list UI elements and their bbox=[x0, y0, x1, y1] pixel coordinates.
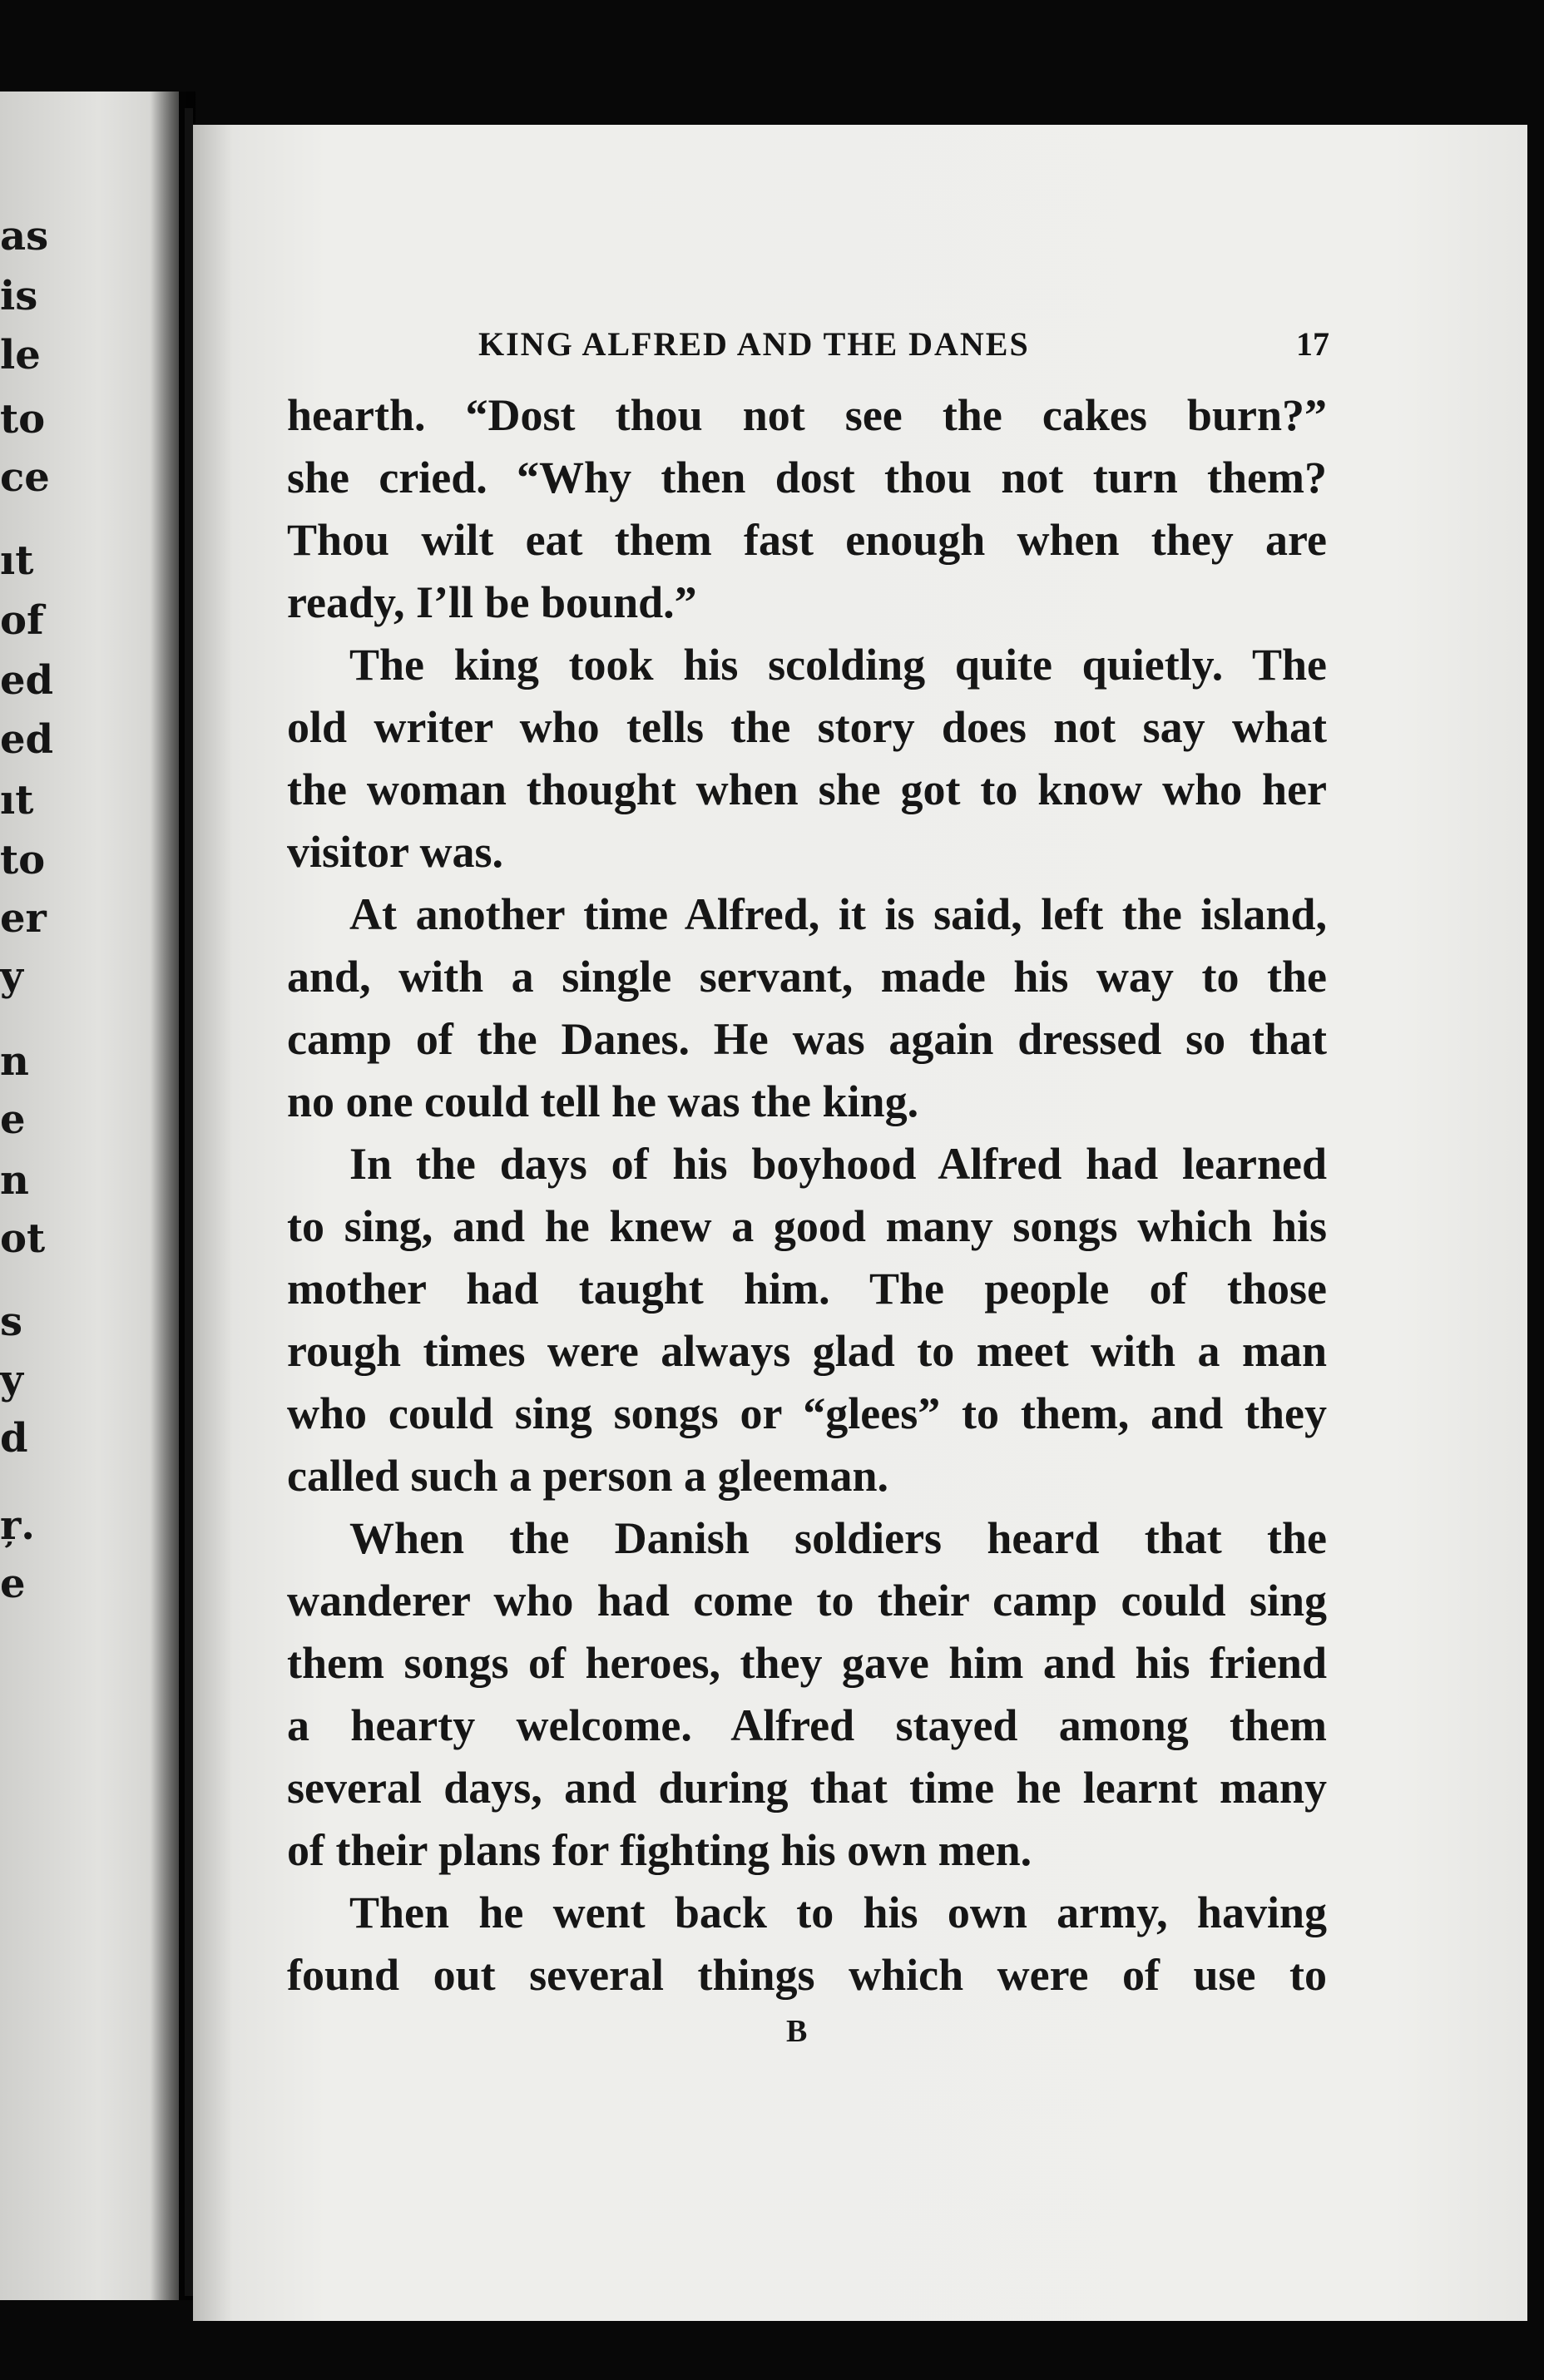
text-line: ready, I’ll be bound.” bbox=[287, 577, 697, 627]
text-line: camp of the Danes. He was again dressed so that bbox=[287, 1014, 1327, 1064]
left-page-fragment: n bbox=[0, 1038, 29, 1085]
text-line: rough times were always glad to meet with a man bbox=[287, 1326, 1327, 1376]
text-line: she cried. “Why then dost thou not turn them? bbox=[287, 453, 1327, 502]
text-line: Thou wilt eat them fast enough when they are bbox=[287, 515, 1327, 565]
printer-signature: B bbox=[786, 2014, 808, 2049]
left-page-fragment: as bbox=[0, 213, 49, 260]
text-line: Then he went back to his own army, having bbox=[349, 1888, 1327, 1937]
left-page-fragment: of bbox=[0, 597, 44, 644]
left-page-fragment: y bbox=[0, 1357, 23, 1403]
left-page-fragment: s bbox=[0, 1299, 23, 1345]
text-line: and, with a single servant, made his way to the bbox=[287, 952, 1327, 1002]
left-page-fragment: ıt bbox=[0, 537, 34, 584]
text-line: The king took his scolding quite quietly. The bbox=[349, 640, 1327, 690]
text-line: to sing, and he knew a good many songs which his bbox=[287, 1201, 1327, 1251]
left-page-fragment: is bbox=[0, 273, 38, 319]
text-line: old writer who tells the story does not say what bbox=[287, 702, 1327, 752]
text-line: the woman thought when she got to know who her bbox=[287, 764, 1327, 814]
left-page-fragment: to bbox=[0, 396, 46, 443]
book-spine bbox=[185, 108, 193, 2296]
text-line: called such a person a gleeman. bbox=[287, 1451, 888, 1501]
left-page-fragment: e bbox=[0, 1561, 26, 1607]
running-title: KING ALFRED AND THE DANES bbox=[478, 325, 1030, 363]
left-page-fragment: y bbox=[0, 953, 23, 1000]
text-line: of their plans for fighting his own men. bbox=[287, 1825, 1032, 1875]
text-line: several days, and during that time he learnt many bbox=[287, 1763, 1327, 1813]
text-line: found out several things which were of use to bbox=[287, 1950, 1327, 2000]
left-page-fragment: le bbox=[0, 332, 41, 379]
left-page-fragment: n bbox=[0, 1157, 29, 1204]
left-page-fragment: d bbox=[0, 1415, 28, 1462]
page-number: 17 bbox=[1296, 325, 1329, 363]
text-line: who could sing songs or “glees” to them, and they bbox=[287, 1388, 1327, 1438]
text-line: visitor was. bbox=[287, 827, 504, 877]
left-page-fragment: ce bbox=[0, 454, 50, 501]
text-line: When the Danish soldiers heard that the bbox=[349, 1513, 1327, 1563]
text-line: mother had taught him. The people of those bbox=[287, 1264, 1327, 1314]
left-page-fragment: ıt bbox=[0, 777, 34, 824]
text-line: no one could tell he was the king. bbox=[287, 1076, 919, 1126]
text-line: a hearty welcome. Alfred stayed among them bbox=[287, 1700, 1327, 1750]
left-page-fragment: ŗ. bbox=[0, 1502, 35, 1549]
left-page-fragment: er bbox=[0, 895, 47, 942]
left-page-fragment: ot bbox=[0, 1215, 46, 1262]
text-line: wanderer who had come to their camp could sing bbox=[287, 1576, 1327, 1625]
body-text bbox=[287, 384, 1327, 2006]
left-page-fragment: to bbox=[0, 837, 46, 883]
left-page-fragment: ed bbox=[0, 716, 54, 763]
left-page-fragment: ed bbox=[0, 657, 54, 704]
left-page-fragment: e bbox=[0, 1096, 26, 1143]
text-line: In the days of his boyhood Alfred had learned bbox=[349, 1139, 1327, 1189]
text-line: At another time Alfred, it is said, left the island, bbox=[349, 889, 1327, 939]
text-line: hearth. “Dost thou not see the cakes burn?” bbox=[287, 390, 1327, 440]
text-line: them songs of heroes, they gave him and his friend bbox=[287, 1638, 1327, 1688]
